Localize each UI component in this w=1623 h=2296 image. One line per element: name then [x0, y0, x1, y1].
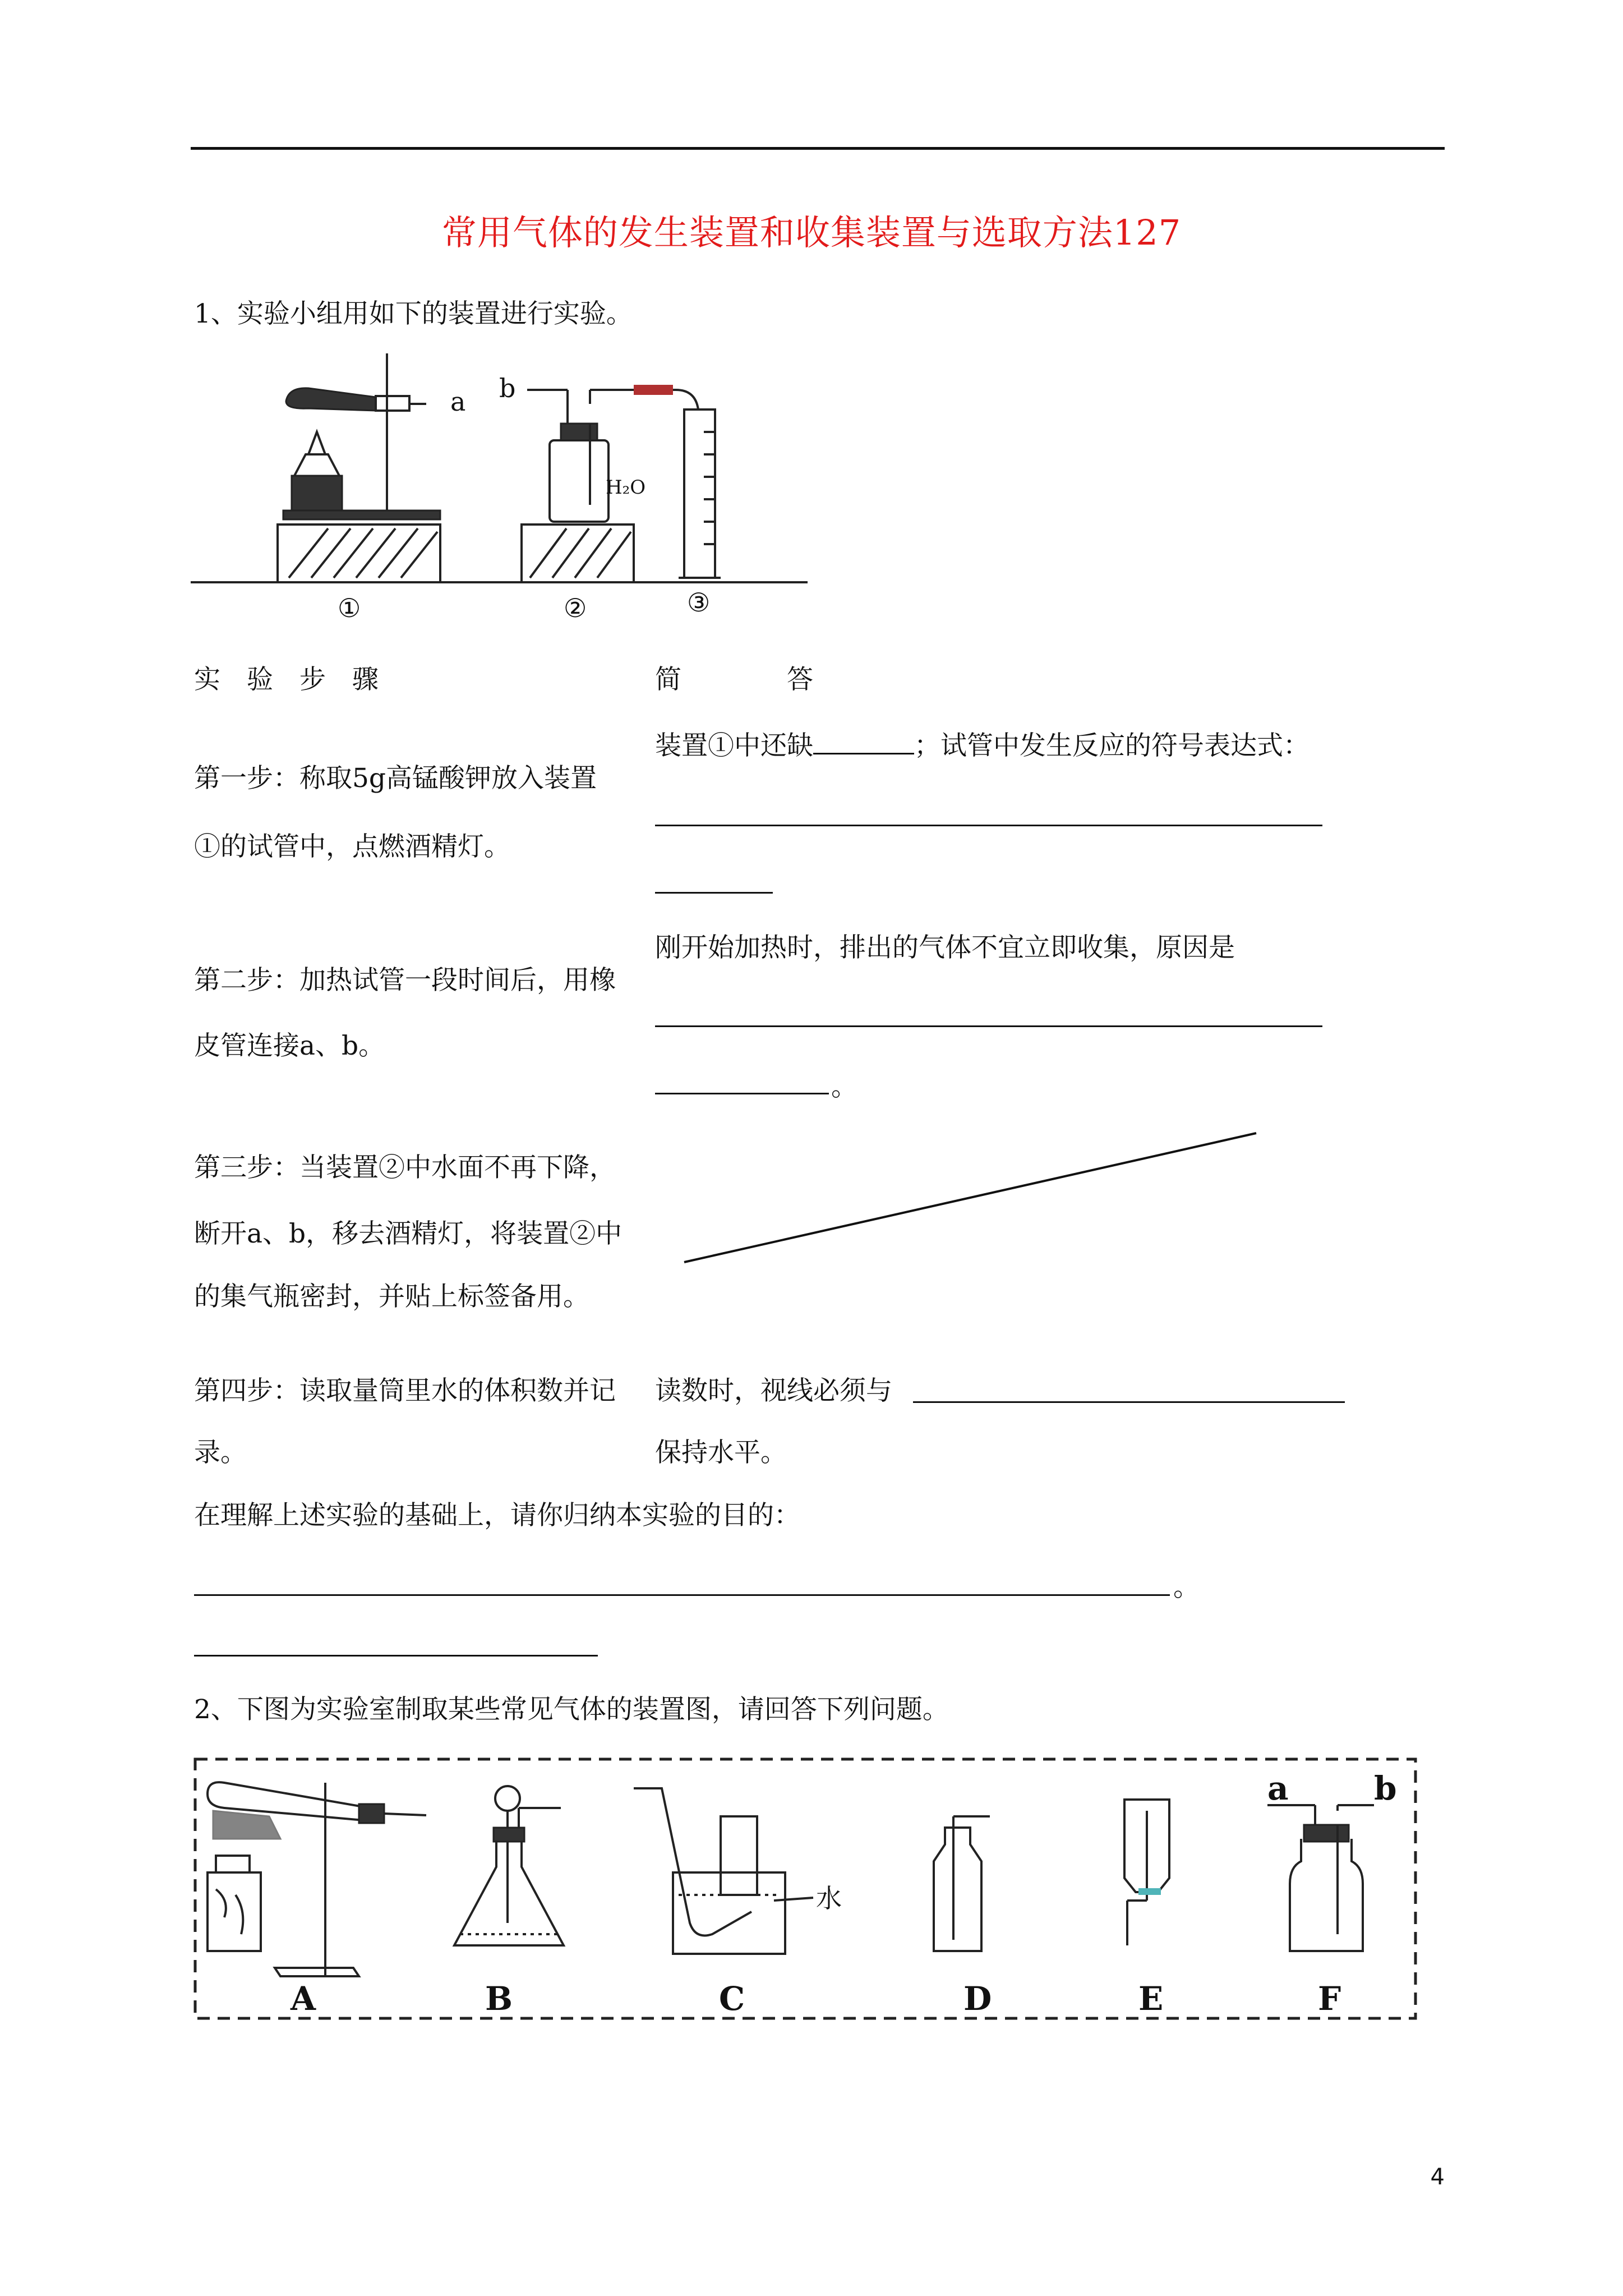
label-b: b — [499, 373, 516, 403]
label-E: E — [1138, 1980, 1164, 2018]
apparatus-A — [208, 1782, 426, 2018]
answer1-blank — [813, 730, 914, 754]
q1-intro: 1、实验小组用如下的装置进行实验。 — [194, 298, 633, 329]
label-a: a — [450, 386, 466, 417]
answer2-line2 — [655, 1093, 829, 1094]
step1-line2: ①的试管中，点燃酒精灯。 — [194, 831, 510, 862]
label-D: D — [963, 1980, 992, 2018]
steps-header: 实 验 步 骤 — [194, 664, 379, 695]
header-rule — [191, 147, 1445, 150]
page-title: 常用气体的发生装置和收集装置与选取方法127 — [441, 212, 1182, 253]
apparatus-F — [1267, 1769, 1397, 2018]
label-F: F — [1318, 1980, 1341, 2018]
step3-line2: 断开a、b，移去酒精灯，将装置②中 — [194, 1218, 623, 1249]
step2-line2: 皮管连接a、b。 — [194, 1030, 385, 1061]
label-A: A — [291, 1980, 316, 2018]
answer4-line2: 保持水平。 — [655, 1437, 787, 1468]
answer2-line1 — [655, 1025, 1322, 1027]
purpose-end: 。 — [1173, 1572, 1200, 1603]
apparatus-C — [634, 1788, 842, 2018]
answer1-prefix: 装置①中还缺 — [655, 730, 813, 761]
q2-intro: 2、下图为实验室制取某些常见气体的装置图，请回答下列问题。 — [194, 1694, 949, 1725]
answers-header: 简 答 — [655, 664, 813, 695]
label-water: 水 — [816, 1883, 842, 1913]
label-port-a: a — [1267, 1769, 1289, 1807]
answer1-line2 — [655, 892, 773, 894]
q1-apparatus-figure — [191, 348, 813, 628]
label-3: ③ — [687, 587, 711, 618]
step4-line2: 录。 — [194, 1437, 247, 1468]
step3-line1: 第三步：当装置②中水面不再下降， — [194, 1152, 616, 1183]
label-B: B — [485, 1980, 513, 2018]
step3-line3: 的集气瓶密封，并贴上标签备用。 — [194, 1281, 589, 1312]
answer1-line1 — [655, 825, 1322, 826]
q2-apparatus-figure — [191, 1755, 1424, 2024]
apparatus-E — [1124, 1800, 1169, 2018]
answer1-middle: ；试管中发生反应的符号表达式： — [914, 730, 1310, 761]
label-h2o: H₂O — [606, 476, 646, 499]
step3-slash-line — [679, 1128, 1262, 1268]
label-1: ① — [338, 593, 361, 623]
step1-line1: 第一步：称取5g高锰酸钾放入装置 — [194, 763, 597, 794]
label-port-b: b — [1374, 1769, 1397, 1807]
purpose-text: 在理解上述实验的基础上，请你归纳本实验的目的： — [194, 1500, 800, 1531]
answer4-blank — [913, 1401, 1345, 1403]
purpose-line2 — [194, 1655, 598, 1657]
purpose-line1 — [194, 1594, 1170, 1596]
label-2: ② — [564, 593, 587, 623]
page-number: 4 — [1430, 2164, 1445, 2190]
apparatus-B — [454, 1786, 564, 2018]
step2-line1: 第二步：加热试管一段时间后，用橡 — [194, 965, 616, 996]
answer2-end: 。 — [831, 1071, 857, 1102]
apparatus-D — [934, 1816, 992, 2018]
step4-line1: 第四步：读取量筒里水的体积数并记 — [194, 1375, 616, 1406]
label-C: C — [719, 1980, 745, 2018]
answer4-line1: 读数时，视线必须与 — [655, 1375, 892, 1406]
answer1-text — [655, 729, 1310, 763]
answer2-text: 刚开始加热时，排出的气体不宜立即收集，原因是 — [655, 932, 1235, 963]
